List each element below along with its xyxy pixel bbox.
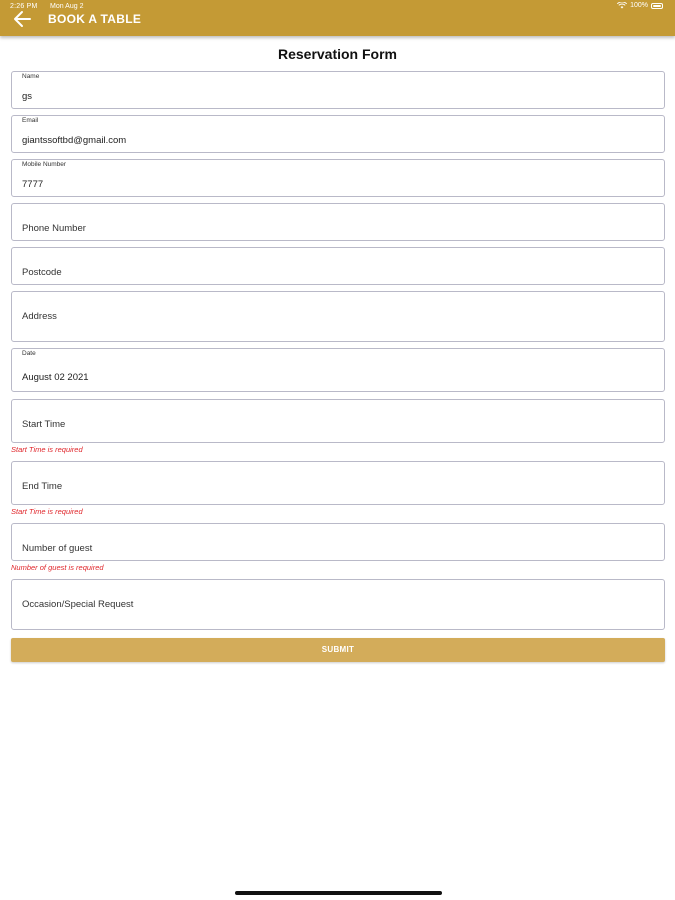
occasion-request-placeholder: Occasion/Special Request <box>22 599 134 610</box>
page-title: BOOK A TABLE <box>48 12 142 26</box>
status-date: Mon Aug 2 <box>50 3 84 10</box>
end-time-placeholder: End Time <box>22 481 63 492</box>
address-field[interactable] <box>11 291 665 342</box>
mobile-number-value: 7777 <box>22 179 44 190</box>
wifi-icon <box>617 2 627 9</box>
number-of-guest-placeholder: Number of guest <box>22 543 93 554</box>
postcode-field[interactable] <box>11 247 665 285</box>
battery-percent: 100% <box>630 2 648 9</box>
submit-button[interactable]: SUBMIT <box>11 638 665 662</box>
battery-icon <box>651 3 663 9</box>
form-title: Reservation Form <box>277 46 398 62</box>
home-indicator <box>235 891 442 895</box>
occasion-request-field[interactable] <box>11 579 665 630</box>
back-button[interactable] <box>12 10 32 28</box>
name-field[interactable] <box>11 71 665 109</box>
end-time-error: Start Time is required <box>11 507 83 516</box>
date-label: Date <box>22 350 36 357</box>
number-of-guest-field[interactable] <box>11 523 665 561</box>
phone-number-placeholder: Phone Number <box>22 223 86 234</box>
email-field[interactable] <box>11 115 665 153</box>
start-time-field[interactable] <box>11 399 665 443</box>
status-time: 2:26 PM <box>10 3 38 10</box>
mobile-number-field[interactable] <box>11 159 665 197</box>
phone-number-field[interactable] <box>11 203 665 241</box>
address-placeholder: Address <box>22 311 57 322</box>
start-time-placeholder: Start Time <box>22 419 66 430</box>
date-value: August 02 2021 <box>22 372 89 383</box>
date-field[interactable] <box>11 348 665 392</box>
start-time-error: Start Time is required <box>11 445 83 454</box>
end-time-field[interactable] <box>11 461 665 505</box>
mobile-number-label: Mobile Number <box>22 161 67 168</box>
name-label: Name <box>22 73 40 80</box>
name-value: gs <box>22 91 33 102</box>
postcode-placeholder: Postcode <box>22 267 62 278</box>
status-indicators <box>617 2 663 9</box>
email-label: Email <box>22 117 39 124</box>
app-bar <box>0 0 675 36</box>
email-value: giantssoftbd@gmail.com <box>22 135 127 146</box>
number-of-guest-error: Number of guest is required <box>11 563 104 572</box>
